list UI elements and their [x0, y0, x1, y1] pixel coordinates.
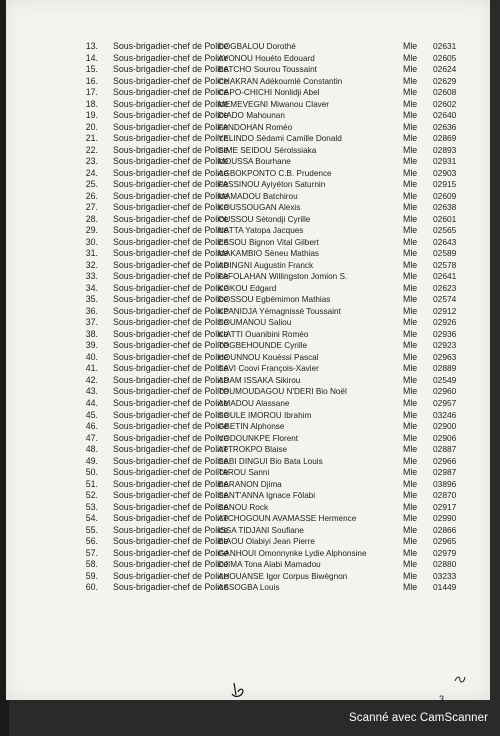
row-grade: Sous-brigadier-chef de Police — [113, 374, 229, 385]
row-grade: Sous-brigadier-chef de Police — [113, 202, 229, 213]
list-row — [6, 536, 490, 548]
list-row — [6, 525, 490, 537]
row-grade: Sous-brigadier-chef de Police — [113, 317, 229, 328]
list-row — [6, 363, 490, 375]
row-mle-label: Mle — [403, 75, 418, 86]
list-row — [6, 110, 490, 122]
row-name: ATTROKPO Blaise — [218, 445, 288, 455]
row-name: MAMADOU Batchirou — [218, 191, 298, 201]
row-number: 44. — [85, 397, 98, 408]
row-mle-label: Mle — [403, 340, 418, 351]
row-mle-label: Mle — [403, 305, 418, 316]
row-mle-code: 02549 — [433, 374, 457, 385]
row-name: ESSOU Bignon Vital Gilbert — [218, 237, 319, 247]
row-name: DJIMA Tona Alabi Mamadou — [218, 560, 321, 570]
row-mle-code: 02931 — [433, 156, 457, 167]
row-mle-code: 02640 — [433, 110, 457, 121]
list-row — [6, 444, 490, 456]
row-mle-code: 02965 — [433, 536, 457, 547]
row-mle-label: Mle — [403, 513, 418, 524]
row-mle-code: 02887 — [433, 444, 457, 455]
row-name: TAROU Sanni — [218, 468, 270, 478]
row-grade: Sous-brigadier-chef de Police — [113, 363, 229, 374]
list-row — [6, 202, 490, 214]
row-mle-label: Mle — [403, 374, 418, 385]
list-row — [6, 133, 490, 145]
list-row — [6, 467, 490, 479]
row-grade: Sous-brigadier-chef de Police — [113, 75, 229, 86]
row-number: 47. — [85, 432, 98, 443]
row-mle-label: Mle — [403, 121, 418, 132]
row-mle-label: Mle — [403, 98, 418, 109]
row-mle-code: 02960 — [433, 386, 457, 397]
row-mle-label: Mle — [403, 501, 418, 512]
row-number: 48. — [85, 444, 98, 455]
row-name: AHOUANSE Igor Corpus Biwègnon — [218, 571, 348, 581]
row-mle-label: Mle — [403, 524, 418, 535]
row-name: TOUMOUDAGOU N'DERI Bio Noël — [218, 387, 347, 397]
row-number: 27. — [85, 202, 98, 213]
row-name: YELINDO Sèdami Camille Donald — [218, 134, 342, 144]
row-mle-code: 02915 — [433, 179, 457, 190]
list-row — [6, 375, 490, 387]
list-row — [6, 41, 490, 53]
row-grade: Sous-brigadier-chef de Police — [113, 444, 229, 455]
row-name: SIME SEIDOU Sérolssiaka — [218, 145, 317, 155]
row-name: SABI DINGUI Bio Bata Louis — [218, 456, 323, 466]
row-grade: Sous-brigadier-chef de Police — [113, 190, 229, 201]
row-name: DIADO Mahounan — [218, 111, 285, 121]
camscanner-watermark: Scanné avec CamScanner — [349, 712, 488, 724]
row-mle-code: 02880 — [433, 559, 457, 570]
row-name: KIATTI Ouanibini Roméo — [218, 329, 309, 339]
row-mle-code: 02912 — [433, 305, 457, 316]
row-number: 52. — [85, 490, 98, 501]
row-name: KOKOU Edgard — [218, 283, 277, 293]
row-mle-code: 02936 — [433, 328, 457, 339]
row-mle-code: 02601 — [433, 213, 457, 224]
row-grade: Sous-brigadier-chef de Police — [113, 409, 229, 420]
signature-mark — [230, 680, 246, 700]
list-row — [6, 490, 490, 502]
row-name: HOUNNOU Kouèssi Pascal — [218, 352, 319, 362]
row-mle-code: 03896 — [433, 478, 457, 489]
row-name: GBETIN Alphonse — [218, 422, 285, 432]
row-grade: Sous-brigadier-chef de Police — [113, 328, 229, 339]
row-name: MEMEVEGNI Miwanou Claver — [218, 99, 330, 109]
list-row — [6, 156, 490, 168]
row-mle-code: 01449 — [433, 582, 457, 593]
row-grade: Sous-brigadier-chef de Police — [113, 432, 229, 443]
row-mle-code: 02869 — [433, 133, 457, 144]
row-grade: Sous-brigadier-chef de Police — [113, 305, 229, 316]
row-mle-code: 02574 — [433, 294, 457, 305]
row-mle-label: Mle — [403, 536, 418, 547]
list-row — [6, 456, 490, 468]
row-mle-code: 02903 — [433, 167, 457, 178]
row-mle-label: Mle — [403, 248, 418, 259]
list-row — [6, 340, 490, 352]
row-grade: Sous-brigadier-chef de Police — [113, 501, 229, 512]
list-row — [6, 168, 490, 180]
row-mle-label: Mle — [403, 559, 418, 570]
row-number: 54. — [85, 513, 98, 524]
list-row — [6, 513, 490, 525]
list-row — [6, 433, 490, 445]
row-number: 58. — [85, 559, 98, 570]
list-row — [6, 352, 490, 364]
row-number: 16. — [85, 75, 98, 86]
list-row — [6, 479, 490, 491]
row-mle-label: Mle — [403, 271, 418, 282]
row-number: 32. — [85, 259, 98, 270]
list-row — [6, 145, 490, 157]
row-name: SAVI Coovi François-Xavier — [218, 364, 319, 374]
row-number: 17. — [85, 87, 98, 98]
row-name: BIAOU Olabiyi Jean Pierre — [218, 537, 315, 547]
row-number: 18. — [85, 98, 98, 109]
row-grade: Sous-brigadier-chef de Police — [113, 536, 229, 547]
row-grade: Sous-brigadier-chef de Police — [113, 513, 229, 524]
row-name: KOUSSOUGAN Alexis — [218, 203, 301, 213]
row-mle-code: 03233 — [433, 570, 457, 581]
row-mle-code: 02609 — [433, 190, 457, 201]
row-number: 56. — [85, 536, 98, 547]
row-grade: Sous-brigadier-chef de Police — [113, 559, 229, 570]
list-row — [6, 225, 490, 237]
row-name: GANHOUI Omonnynke Lydie Alphonsine — [218, 548, 367, 558]
row-grade: Sous-brigadier-chef de Police — [113, 41, 229, 51]
row-name: ASSOGBA Louis — [218, 583, 280, 593]
row-grade: Sous-brigadier-chef de Police — [113, 144, 229, 155]
row-mle-label: Mle — [403, 397, 418, 408]
row-grade: Sous-brigadier-chef de Police — [113, 582, 229, 593]
row-name: CHAKRAN Adékoumlé Constantin — [218, 76, 343, 86]
row-mle-label: Mle — [403, 455, 418, 466]
row-number: 15. — [85, 64, 98, 75]
list-row — [6, 191, 490, 203]
list-row — [6, 64, 490, 76]
row-number: 50. — [85, 467, 98, 478]
row-grade: Sous-brigadier-chef de Police — [113, 121, 229, 132]
row-mle-code: 02641 — [433, 271, 457, 282]
row-mle-code: 02608 — [433, 87, 457, 98]
row-number: 40. — [85, 351, 98, 362]
row-number: 29. — [85, 225, 98, 236]
row-number: 59. — [85, 570, 98, 581]
row-mle-code: 02866 — [433, 524, 457, 535]
row-name: AGBOKPONTO C.B. Prudence — [218, 168, 332, 178]
row-mle-label: Mle — [403, 167, 418, 178]
row-grade: Sous-brigadier-chef de Police — [113, 213, 229, 224]
row-number: 38. — [85, 328, 98, 339]
row-name: SOUMANOU Saliou — [218, 318, 292, 328]
row-mle-code: 02900 — [433, 421, 457, 432]
row-grade: Sous-brigadier-chef de Police — [113, 225, 229, 236]
row-name: FAFOLAHAN Willingston Jomion S. — [218, 272, 348, 282]
row-number: 24. — [85, 167, 98, 178]
row-mle-code: 02605 — [433, 52, 457, 63]
row-mle-label: Mle — [403, 202, 418, 213]
row-number: 19. — [85, 110, 98, 121]
row-number: 45. — [85, 409, 98, 420]
row-grade: Sous-brigadier-chef de Police — [113, 259, 229, 270]
row-mle-code: 03246 — [433, 409, 457, 420]
row-mle-label: Mle — [403, 582, 418, 593]
row-mle-code: 02578 — [433, 259, 457, 270]
row-name: AMADOU Alassane — [218, 398, 290, 408]
row-mle-code: 02565 — [433, 225, 457, 236]
row-number: 57. — [85, 547, 98, 558]
row-mle-code: 02893 — [433, 144, 457, 155]
row-mle-code: 02990 — [433, 513, 457, 524]
row-number: 34. — [85, 282, 98, 293]
row-number: 21. — [85, 133, 98, 144]
row-grade: Sous-brigadier-chef de Police — [113, 524, 229, 535]
row-mle-label: Mle — [403, 363, 418, 374]
row-mle-label: Mle — [403, 421, 418, 432]
row-mle-code: 02966 — [433, 455, 457, 466]
row-mle-label: Mle — [403, 64, 418, 75]
row-mle-label: Mle — [403, 52, 418, 63]
row-mle-code: 02643 — [433, 236, 457, 247]
row-grade: Sous-brigadier-chef de Police — [113, 133, 229, 144]
row-mle-code: 02589 — [433, 248, 457, 259]
row-mle-code: 02889 — [433, 363, 457, 374]
row-mle-label: Mle — [403, 236, 418, 247]
row-mle-code: 02623 — [433, 282, 457, 293]
row-number: 23. — [85, 156, 98, 167]
row-number: 41. — [85, 363, 98, 374]
row-number: 60. — [85, 582, 98, 593]
row-name: SOULE IMOROU Ibrahim — [218, 410, 312, 420]
list-row — [6, 582, 490, 594]
row-name: OUSSOU Sètondji Cyrille — [218, 214, 311, 224]
row-grade: Sous-brigadier-chef de Police — [113, 156, 229, 167]
list-row — [6, 260, 490, 272]
row-number: 22. — [85, 144, 98, 155]
row-number: 46. — [85, 421, 98, 432]
list-row — [6, 87, 490, 99]
row-grade: Sous-brigadier-chef de Police — [113, 351, 229, 362]
row-mle-label: Mle — [403, 386, 418, 397]
row-mle-label: Mle — [403, 225, 418, 236]
row-mle-code: 02636 — [433, 121, 457, 132]
row-name: ISSA TIDJANI Soufiane — [218, 525, 304, 535]
row-mle-label: Mle — [403, 144, 418, 155]
row-name: BATCHO Sourou Toussaint — [218, 65, 317, 75]
row-mle-label: Mle — [403, 282, 418, 293]
list-row — [6, 386, 490, 398]
row-number: 53. — [85, 501, 98, 512]
row-mle-label: Mle — [403, 213, 418, 224]
row-mle-label: Mle — [403, 133, 418, 144]
row-grade: Sous-brigadier-chef de Police — [113, 87, 229, 98]
row-name: TOGBEHOUNDE Cyrille — [218, 341, 308, 351]
row-number: 51. — [85, 478, 98, 489]
row-number: 14. — [85, 52, 98, 63]
row-name: CAPO-CHICHI Nonlidji Abel — [218, 88, 320, 98]
row-mle-code: 02987 — [433, 467, 457, 478]
list-row — [6, 571, 490, 583]
row-mle-label: Mle — [403, 179, 418, 190]
row-mle-label: Mle — [403, 570, 418, 581]
list-row — [6, 214, 490, 226]
row-mle-code: 02629 — [433, 75, 457, 86]
row-mle-code: 02917 — [433, 501, 457, 512]
row-mle-code: 02638 — [433, 202, 457, 213]
row-grade: Sous-brigadier-chef de Police — [113, 490, 229, 501]
row-mle-label: Mle — [403, 110, 418, 121]
row-number: 43. — [85, 386, 98, 397]
page-number: 3 — [439, 694, 445, 704]
row-mle-label: Mle — [403, 156, 418, 167]
row-name: SANT'ANNA Ignace Fôlabi — [218, 491, 316, 501]
row-grade: Sous-brigadier-chef de Police — [113, 248, 229, 259]
row-grade: Sous-brigadier-chef de Police — [113, 547, 229, 558]
row-mle-label: Mle — [403, 294, 418, 305]
row-name: SANOU Rock — [218, 502, 269, 512]
row-mle-code: 02979 — [433, 547, 457, 558]
row-mle-label: Mle — [403, 478, 418, 489]
list-row — [6, 317, 490, 329]
row-number: 37. — [85, 317, 98, 328]
list-row — [6, 294, 490, 306]
list-row — [6, 329, 490, 341]
row-mle-code: 02602 — [433, 98, 457, 109]
list-row — [6, 179, 490, 191]
list-row — [6, 122, 490, 134]
row-mle-label: Mle — [403, 317, 418, 328]
row-grade: Sous-brigadier-chef de Police — [113, 179, 229, 190]
row-mle-label: Mle — [403, 444, 418, 455]
row-grade: Sous-brigadier-chef de Police — [113, 271, 229, 282]
list-row — [6, 410, 490, 422]
row-mle-label: Mle — [403, 432, 418, 443]
list-row — [6, 76, 490, 88]
row-number: 33. — [85, 271, 98, 282]
row-name: DOGBALOU Dorothé — [218, 42, 296, 51]
row-grade: Sous-brigadier-chef de Police — [113, 110, 229, 121]
row-mle-code: 02957 — [433, 397, 457, 408]
list-row — [6, 271, 490, 283]
row-number: 39. — [85, 340, 98, 351]
row-mle-label: Mle — [403, 467, 418, 478]
row-number: 35. — [85, 294, 98, 305]
row-grade: Sous-brigadier-chef de Police — [113, 64, 229, 75]
list-row — [6, 398, 490, 410]
row-grade: Sous-brigadier-chef de Police — [113, 397, 229, 408]
row-name: ADAM ISSAKA Sikirou — [218, 375, 301, 385]
handwritten-mark — [454, 674, 466, 684]
list-row — [6, 53, 490, 65]
list-row — [6, 99, 490, 111]
row-mle-label: Mle — [403, 328, 418, 339]
list-row — [6, 548, 490, 560]
document-page — [6, 0, 490, 704]
row-mle-code: 02963 — [433, 351, 457, 362]
list-row — [6, 559, 490, 571]
row-mle-label: Mle — [403, 490, 418, 501]
row-mle-code: 02631 — [433, 41, 457, 51]
row-mle-label: Mle — [403, 259, 418, 270]
row-number: 55. — [85, 524, 98, 535]
row-number: 20. — [85, 121, 98, 132]
row-grade: Sous-brigadier-chef de Police — [113, 467, 229, 478]
row-grade: Sous-brigadier-chef de Police — [113, 386, 229, 397]
row-grade: Sous-brigadier-chef de Police — [113, 236, 229, 247]
row-mle-code: 02926 — [433, 317, 457, 328]
row-number: 28. — [85, 213, 98, 224]
row-number: 30. — [85, 236, 98, 247]
row-name: MOUSSA Bourhane — [218, 157, 291, 167]
row-name: FANDOHAN Roméo — [218, 122, 293, 132]
row-number: 36. — [85, 305, 98, 316]
list-row — [6, 421, 490, 433]
row-mle-label: Mle — [403, 190, 418, 201]
row-name: NATTA Yatopa Jacques — [218, 226, 304, 236]
row-number: 31. — [85, 248, 98, 259]
row-grade: Sous-brigadier-chef de Police — [113, 421, 229, 432]
row-name: FASSINOU Ayiyéton Saturnin — [218, 180, 326, 190]
row-mle-label: Mle — [403, 409, 418, 420]
list-row — [6, 248, 490, 260]
list-row — [6, 306, 490, 318]
row-number: 49. — [85, 455, 98, 466]
row-mle-label: Mle — [403, 351, 418, 362]
row-grade: Sous-brigadier-chef de Police — [113, 294, 229, 305]
row-name: KPANIDJA Yémagnissè Toussaint — [218, 306, 341, 316]
row-name: BARANON Djima — [218, 479, 282, 489]
list-row — [6, 283, 490, 295]
row-name: AYONOU Houéto Edouard — [218, 53, 315, 63]
personnel-list — [6, 41, 490, 594]
row-name: MAKAMBIO Sèneu Mathias — [218, 249, 320, 259]
row-name: ADINGNI Augustin Franck — [218, 260, 314, 270]
row-mle-code: 02923 — [433, 340, 457, 351]
row-number: 13. — [85, 41, 98, 51]
row-number: 42. — [85, 374, 98, 385]
row-mle-code: 02624 — [433, 64, 457, 75]
row-name: DOSSOU Egbémimon Mathias — [218, 295, 331, 305]
row-grade: Sous-brigadier-chef de Police — [113, 167, 229, 178]
row-grade: Sous-brigadier-chef de Police — [113, 52, 229, 63]
row-grade: Sous-brigadier-chef de Police — [113, 455, 229, 466]
row-grade: Sous-brigadier-chef de Police — [113, 98, 229, 109]
row-name: VODOUNKPE Florent — [218, 433, 299, 443]
list-row — [6, 237, 490, 249]
row-number: 25. — [85, 179, 98, 190]
row-grade: Sous-brigadier-chef de Police — [113, 478, 229, 489]
row-name: ATCHOGOUN AVAMASSE Hermence — [218, 514, 357, 524]
row-mle-label: Mle — [403, 41, 418, 51]
row-mle-label: Mle — [403, 87, 418, 98]
row-mle-label: Mle — [403, 547, 418, 558]
row-mle-code: 02906 — [433, 432, 457, 443]
row-grade: Sous-brigadier-chef de Police — [113, 570, 229, 581]
row-grade: Sous-brigadier-chef de Police — [113, 282, 229, 293]
row-mle-code: 02870 — [433, 490, 457, 501]
row-grade: Sous-brigadier-chef de Police — [113, 340, 229, 351]
row-number: 26. — [85, 190, 98, 201]
list-row — [6, 502, 490, 514]
